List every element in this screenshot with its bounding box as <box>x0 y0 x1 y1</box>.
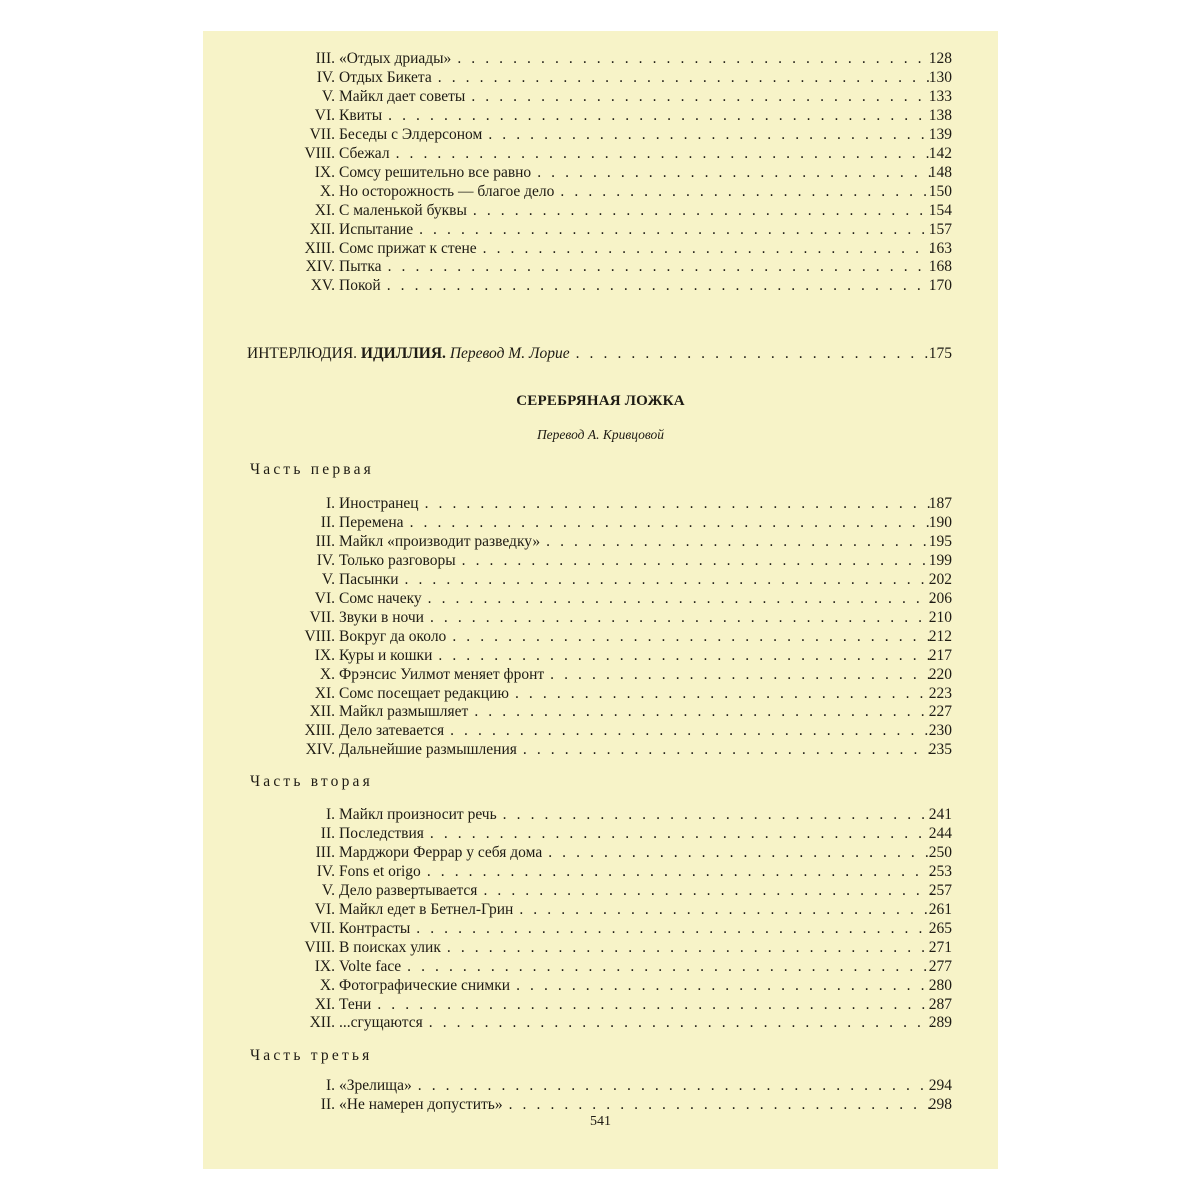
entry-body <box>339 551 952 570</box>
toc-entry <box>298 49 952 68</box>
entry-body <box>339 684 952 703</box>
chapter-number: VII. <box>309 608 335 626</box>
dot-leader <box>488 125 932 144</box>
entry-body <box>339 239 952 258</box>
dot-leader <box>471 87 932 106</box>
chapter-title: В поисках улик <box>339 938 447 957</box>
chapter-page-number: 257 <box>928 881 952 899</box>
toc-entry <box>298 257 952 276</box>
chapter-page-number: 223 <box>928 684 952 702</box>
entry-body <box>339 220 952 239</box>
dot-leader <box>387 276 933 295</box>
toc-entry <box>298 87 952 106</box>
dot-leader <box>447 938 933 957</box>
chapter-title: Куры и кошки <box>339 646 438 665</box>
chapter-title: Майкл «производит разведку» <box>339 532 546 551</box>
chapter-page-number: 271 <box>928 938 952 956</box>
toc-entry <box>298 144 952 163</box>
entry-body <box>339 276 952 295</box>
chapter-number: IX. <box>314 646 335 664</box>
toc-entry <box>298 608 952 627</box>
interlude-label: ИНТЕРЛЮДИЯ. <box>247 345 358 362</box>
chapter-title: Беседы с Элдерсоном <box>339 125 488 144</box>
chapter-number: XII. <box>309 220 335 238</box>
chapter-number: VIII. <box>304 627 335 645</box>
dot-leader <box>462 551 933 570</box>
chapter-page-number: 154 <box>928 201 952 219</box>
toc-entry <box>298 570 952 589</box>
toc-entry <box>298 1095 952 1114</box>
toc-entry <box>298 646 952 665</box>
dot-leader <box>515 684 933 703</box>
chapter-page-number: 280 <box>928 976 952 994</box>
dot-leader <box>377 995 932 1014</box>
entry-body <box>339 532 952 551</box>
chapter-page-number: 212 <box>928 627 952 645</box>
entry-body <box>339 702 952 721</box>
chapter-title: «Зрелища» <box>339 1076 418 1095</box>
interlude-title: ИДИЛЛИЯ. <box>360 345 446 362</box>
entry-body <box>339 627 952 646</box>
chapter-number: V. <box>321 570 335 588</box>
chapter-number: IX. <box>314 957 335 975</box>
chapter-number: VI. <box>314 589 335 607</box>
chapter-number: V. <box>321 881 335 899</box>
entry-body <box>339 862 952 881</box>
toc-entry <box>298 805 952 824</box>
dot-leader <box>576 344 933 363</box>
entry-body <box>339 201 952 220</box>
chapter-number: XII. <box>309 1014 335 1032</box>
entry-body <box>339 182 952 201</box>
interlude-page-number: 175 <box>928 345 952 362</box>
chapter-page-number: 220 <box>928 665 952 683</box>
toc-entry <box>298 919 952 938</box>
dot-leader <box>550 665 933 684</box>
dot-leader <box>516 976 933 995</box>
chapter-page-number: 277 <box>928 957 952 975</box>
chapter-title: Фрэнсис Уилмот меняет фронт <box>339 665 550 684</box>
chapter-number: V. <box>321 87 335 105</box>
entry-body <box>339 144 952 163</box>
chapter-number: VIII. <box>304 938 335 956</box>
chapter-title: Контрасты <box>339 919 416 938</box>
chapter-title: Покой <box>339 276 387 295</box>
chapter-number: VI. <box>314 106 335 124</box>
chapter-page-number: 253 <box>928 862 952 880</box>
chapter-title: Испытание <box>339 220 419 239</box>
dot-leader <box>473 201 933 220</box>
chapter-page-number: 133 <box>928 87 952 105</box>
toc-entry <box>298 68 952 87</box>
chapter-title: Майкл размышляет <box>339 702 474 721</box>
chapter-title: «Отдых дриады» <box>339 49 457 68</box>
toc-entry <box>298 684 952 703</box>
chapter-number: XIII. <box>304 239 335 257</box>
dot-leader <box>405 570 933 589</box>
entry-body <box>339 68 952 87</box>
chapter-page-number: 202 <box>928 570 952 588</box>
dot-leader <box>452 627 932 646</box>
chapter-number: XI. <box>314 684 335 702</box>
chapter-page-number: 168 <box>928 258 952 276</box>
entry-body <box>339 87 952 106</box>
entry-body <box>339 900 952 919</box>
dot-leader <box>457 49 932 68</box>
chapter-title: Фотографические снимки <box>339 976 516 995</box>
chapter-number: VIII. <box>304 144 335 162</box>
chapter-page-number: 210 <box>928 608 952 626</box>
chapter-page-number: 230 <box>928 722 952 740</box>
chapter-title: «Не намерен допустить» <box>339 1095 509 1114</box>
dot-leader <box>410 513 933 532</box>
chapter-number: X. <box>319 665 335 683</box>
chapter-title: Сомс прижат к стене <box>339 239 483 258</box>
chapter-title: Сомсу решительно все равно <box>339 163 537 182</box>
toc-entry <box>298 881 952 900</box>
toc-entry <box>298 163 952 182</box>
chapter-title: Майкл едет в Бетнел-Грин <box>339 900 519 919</box>
chapter-page-number: 235 <box>928 741 952 759</box>
chapter-page-number: 195 <box>928 532 952 550</box>
toc-entry <box>298 220 952 239</box>
entry-body <box>339 494 952 513</box>
chapter-number: XIV. <box>305 741 335 759</box>
toc-entry <box>298 551 952 570</box>
toc-entry <box>298 740 952 759</box>
chapter-title: Перемена <box>339 513 410 532</box>
chapter-number: X. <box>319 976 335 994</box>
dot-leader <box>427 862 933 881</box>
chapter-page-number: 241 <box>928 806 952 823</box>
chapter-page-number: 139 <box>928 125 952 143</box>
chapter-number: XV. <box>310 277 335 295</box>
entry-body <box>339 824 952 843</box>
entry-body <box>339 976 952 995</box>
chapter-title: Но осторожность — благое дело <box>339 182 560 201</box>
dot-leader <box>483 881 932 900</box>
chapter-number: IV. <box>316 551 335 569</box>
chapter-number: IX. <box>314 163 335 181</box>
toc-entry <box>298 494 952 513</box>
chapter-title: Дело затевается <box>339 721 450 740</box>
book-page <box>203 31 998 1169</box>
chapter-page-number: 130 <box>928 68 952 86</box>
entry-body <box>339 257 952 276</box>
dot-leader <box>519 900 932 919</box>
chapter-title: Майкл произносит речь <box>339 805 503 824</box>
dot-leader <box>396 144 933 163</box>
chapter-number: I. <box>325 495 335 512</box>
section-title: СЕРЕБРЯНАЯ ЛОЖКА <box>516 393 685 409</box>
dot-leader <box>428 589 933 608</box>
chapter-title: Fons et origo <box>339 862 427 881</box>
chapter-title: С маленькой буквы <box>339 201 473 220</box>
chapter-page-number: 298 <box>928 1095 952 1113</box>
chapter-title: Тени <box>339 995 377 1014</box>
chapter-page-number: 206 <box>928 589 952 607</box>
toc-entry <box>298 721 952 740</box>
toc-entry <box>298 995 952 1014</box>
dot-leader <box>419 220 933 239</box>
dot-leader <box>416 919 932 938</box>
entry-body <box>339 49 952 68</box>
entry-body <box>339 513 952 532</box>
chapter-page-number: 148 <box>928 163 952 181</box>
entry-body <box>339 919 952 938</box>
toc-entry <box>298 976 952 995</box>
entry-body <box>339 1095 952 1114</box>
chapter-title: Сомс посещает редакцию <box>339 684 515 703</box>
toc-entry <box>298 276 952 295</box>
chapter-number: I. <box>325 806 335 823</box>
chapter-page-number: 142 <box>928 144 952 162</box>
chapter-title: Пасынки <box>339 570 405 589</box>
chapter-page-number: 261 <box>928 900 952 918</box>
chapter-number: IV. <box>316 68 335 86</box>
chapter-page-number: 157 <box>928 220 952 238</box>
chapter-page-number: 199 <box>928 551 952 569</box>
entry-body <box>339 589 952 608</box>
dot-leader <box>388 257 933 276</box>
toc-entry <box>298 589 952 608</box>
dot-leader <box>483 239 933 258</box>
dot-leader <box>407 957 933 976</box>
entry-body <box>339 163 952 182</box>
chapter-number: II. <box>320 1095 335 1113</box>
chapter-page-number: 227 <box>928 703 952 721</box>
chapter-number: XI. <box>314 995 335 1013</box>
chapter-title: ...сгущаются <box>339 1013 429 1032</box>
entry-body <box>339 721 952 740</box>
chapter-title: Дальнейшие размышления <box>339 740 523 759</box>
entry-body <box>339 608 952 627</box>
entry-body <box>339 665 952 684</box>
chapter-number: XI. <box>314 201 335 219</box>
entry-body <box>339 570 952 589</box>
chapter-title: Только разговоры <box>339 551 462 570</box>
chapter-title: Звуки в ночи <box>339 608 430 627</box>
toc-entry <box>298 862 952 881</box>
chapter-title: Майкл дает советы <box>339 87 471 106</box>
toc-entry <box>298 627 952 646</box>
toc-entry <box>298 665 952 684</box>
interlude-entry <box>247 344 952 363</box>
chapter-number: VII. <box>309 125 335 143</box>
chapter-page-number: 289 <box>928 1014 952 1032</box>
chapter-title: Пытка <box>339 257 388 276</box>
chapter-number: X. <box>319 182 335 200</box>
chapter-title: Последствия <box>339 824 430 843</box>
chapter-page-number: 294 <box>928 1077 952 1094</box>
dot-leader <box>430 824 933 843</box>
dot-leader <box>509 1095 933 1114</box>
toc-entry <box>298 824 952 843</box>
chapter-title: Марджори Феррар у себя дома <box>339 843 548 862</box>
entry-body <box>339 957 952 976</box>
chapter-number: II. <box>320 824 335 842</box>
part-heading-3: Часть третья <box>250 1047 373 1064</box>
entry-body <box>339 1013 952 1032</box>
toc-entry <box>298 900 952 919</box>
chapter-number: VII. <box>309 919 335 937</box>
chapter-title: Вокруг да около <box>339 627 452 646</box>
dot-leader <box>523 740 933 759</box>
chapter-number: III. <box>315 843 335 861</box>
dot-leader <box>548 843 933 862</box>
entry-body <box>339 740 952 759</box>
part-heading-2: Часть вторая <box>250 773 373 790</box>
dot-leader <box>474 702 932 721</box>
dot-leader <box>388 106 933 125</box>
chapter-page-number: 190 <box>928 513 952 531</box>
chapter-title: Квиты <box>339 106 388 125</box>
chapter-number: XIV. <box>305 258 335 276</box>
chapter-number: I. <box>325 1077 335 1094</box>
chapter-page-number: 187 <box>928 495 952 512</box>
dot-leader <box>560 182 932 201</box>
chapter-number: III. <box>315 50 335 67</box>
chapter-page-number: 217 <box>928 646 952 664</box>
part-heading-1: Часть первая <box>250 461 374 478</box>
chapter-page-number: 265 <box>928 919 952 937</box>
entry-body <box>339 995 952 1014</box>
chapter-page-number: 163 <box>928 239 952 257</box>
toc-entry <box>298 201 952 220</box>
toc-entry <box>298 843 952 862</box>
chapter-title: Дело развертывается <box>339 881 483 900</box>
entry-body <box>339 881 952 900</box>
dot-leader <box>418 1076 933 1095</box>
section-translator: Перевод А. Кривцовой <box>536 427 665 442</box>
chapter-page-number: 128 <box>928 50 952 67</box>
chapter-title: Сомс начеку <box>339 589 428 608</box>
entry-body <box>339 646 952 665</box>
toc-entry <box>298 938 952 957</box>
chapter-page-number: 287 <box>928 995 952 1013</box>
chapter-page-number: 150 <box>928 182 952 200</box>
entry-body <box>339 938 952 957</box>
entry-body <box>339 805 952 824</box>
chapter-number: II. <box>320 513 335 531</box>
toc-entry <box>298 106 952 125</box>
toc-entry <box>298 1076 952 1095</box>
interlude-translator: Перевод М. Лорие <box>449 345 570 362</box>
dot-leader <box>537 163 933 182</box>
dot-leader <box>438 646 932 665</box>
chapter-number: VI. <box>314 900 335 918</box>
toc-entry <box>298 957 952 976</box>
toc-entry <box>298 125 952 144</box>
toc-entry <box>298 513 952 532</box>
toc-entry <box>298 702 952 721</box>
dot-leader <box>425 494 933 513</box>
toc-entry <box>298 239 952 258</box>
toc-entry <box>298 532 952 551</box>
dot-leader <box>503 805 933 824</box>
chapter-page-number: 170 <box>928 277 952 295</box>
chapter-title: Сбежал <box>339 144 396 163</box>
dot-leader <box>429 1013 933 1032</box>
page-number: 541 <box>590 1114 611 1129</box>
chapter-number: III. <box>315 532 335 550</box>
interlude-title-group <box>247 344 576 363</box>
toc-entry <box>298 1013 952 1032</box>
dot-leader <box>450 721 933 740</box>
entry-body <box>339 125 952 144</box>
chapter-number: IV. <box>316 862 335 880</box>
chapter-page-number: 138 <box>928 106 952 124</box>
dot-leader <box>438 68 933 87</box>
chapter-title: Volte face <box>339 957 407 976</box>
entry-body <box>339 106 952 125</box>
chapter-title: Иностранец <box>339 494 425 513</box>
dot-leader <box>546 532 933 551</box>
chapter-page-number: 244 <box>928 824 952 842</box>
entry-body <box>339 843 952 862</box>
chapter-title: Отдых Бикета <box>339 68 438 87</box>
dot-leader <box>430 608 933 627</box>
chapter-number: XII. <box>309 703 335 721</box>
chapter-page-number: 250 <box>928 843 952 861</box>
entry-body <box>339 1076 952 1095</box>
toc-entry <box>298 182 952 201</box>
chapter-number: XIII. <box>304 722 335 740</box>
